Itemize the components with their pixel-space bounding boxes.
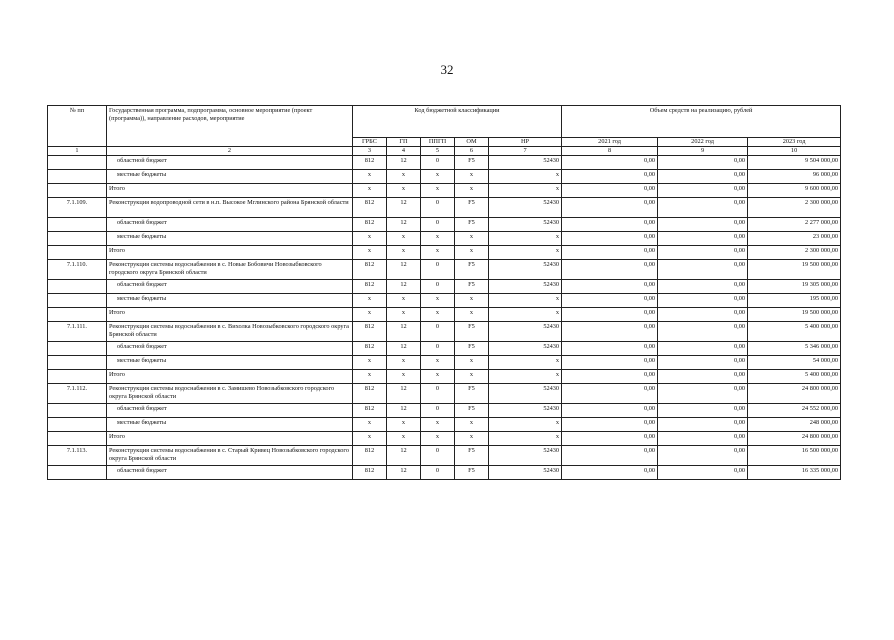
cell-2023: 195 000,00 xyxy=(748,293,841,307)
cell-ppgp: 0 xyxy=(421,465,455,479)
cell-2022: 0,00 xyxy=(658,417,748,431)
cell-grbs: х xyxy=(353,169,387,183)
cell-grbs: х xyxy=(353,417,387,431)
cell-grbs: х xyxy=(353,355,387,369)
cell-ppgp: 0 xyxy=(421,197,455,217)
row-number xyxy=(48,403,107,417)
cell-ppgp: 0 xyxy=(421,155,455,169)
cell-2023: 19 500 000,00 xyxy=(748,307,841,321)
cell-gp: х xyxy=(387,293,421,307)
cell-gp: 12 xyxy=(387,403,421,417)
row-number: 7.1.110. xyxy=(48,259,107,279)
cell-2022: 0,00 xyxy=(658,383,748,403)
cell-gp: 12 xyxy=(387,445,421,465)
cell-2021: 0,00 xyxy=(562,259,658,279)
cell-om: F5 xyxy=(455,197,489,217)
cell-ppgp: 0 xyxy=(421,341,455,355)
cell-2021: 0,00 xyxy=(562,155,658,169)
cell-2021: 0,00 xyxy=(562,183,658,197)
cell-nr: х xyxy=(489,355,562,369)
row-name: областной бюджет xyxy=(107,217,353,231)
cell-gp: 12 xyxy=(387,341,421,355)
cell-grbs: 812 xyxy=(353,197,387,217)
table-row xyxy=(48,155,841,169)
index-cell: 6 xyxy=(455,146,489,155)
cell-2022: 0,00 xyxy=(658,431,748,445)
cell-2021: 0,00 xyxy=(562,217,658,231)
header-index-row xyxy=(48,146,841,155)
cell-grbs: х xyxy=(353,369,387,383)
row-name: Реконструкция системы водоснабжения в с. Вихолка Новозыбковского городского округа Брянской области xyxy=(107,321,353,341)
index-cell: 9 xyxy=(658,146,748,155)
cell-om: х xyxy=(455,183,489,197)
row-number xyxy=(48,417,107,431)
cell-2021: 0,00 xyxy=(562,465,658,479)
cell-nr: 52430 xyxy=(489,403,562,417)
row-number: 7.1.111. xyxy=(48,321,107,341)
row-number xyxy=(48,231,107,245)
cell-ppgp: х xyxy=(421,417,455,431)
cell-nr: 52430 xyxy=(489,465,562,479)
row-number xyxy=(48,355,107,369)
cell-grbs: х xyxy=(353,307,387,321)
cell-2021: 0,00 xyxy=(562,369,658,383)
cell-2021: 0,00 xyxy=(562,231,658,245)
index-cell: 5 xyxy=(421,146,455,155)
cell-om: F5 xyxy=(455,279,489,293)
row-number xyxy=(48,279,107,293)
header-ppgp: ППГП xyxy=(421,138,455,147)
header-code: Код бюджетной классификации xyxy=(353,106,562,138)
cell-2021: 0,00 xyxy=(562,307,658,321)
cell-nr: х xyxy=(489,245,562,259)
table-header xyxy=(48,106,841,156)
row-name: Реконструкция системы водоснабжения в с. Замишево Новозыбковского городского округа Брянской области xyxy=(107,383,353,403)
table-row xyxy=(48,183,841,197)
cell-nr: 52430 xyxy=(489,445,562,465)
row-number xyxy=(48,293,107,307)
table-row xyxy=(48,197,841,217)
row-name: областной бюджет xyxy=(107,403,353,417)
table-row xyxy=(48,465,841,479)
cell-gp: 12 xyxy=(387,155,421,169)
cell-om: х xyxy=(455,231,489,245)
cell-2023: 16 335 000,00 xyxy=(748,465,841,479)
cell-grbs: 812 xyxy=(353,403,387,417)
cell-grbs: 812 xyxy=(353,217,387,231)
cell-gp: 12 xyxy=(387,259,421,279)
cell-2023: 96 000,00 xyxy=(748,169,841,183)
cell-ppgp: 0 xyxy=(421,445,455,465)
index-cell: 4 xyxy=(387,146,421,155)
cell-ppgp: х xyxy=(421,355,455,369)
cell-gp: х xyxy=(387,183,421,197)
cell-grbs: х xyxy=(353,183,387,197)
row-number xyxy=(48,169,107,183)
cell-2022: 0,00 xyxy=(658,341,748,355)
cell-om: х xyxy=(455,355,489,369)
index-cell: 10 xyxy=(748,146,841,155)
cell-2023: 19 500 000,00 xyxy=(748,259,841,279)
row-name: областной бюджет xyxy=(107,465,353,479)
row-name: местные бюджеты xyxy=(107,417,353,431)
row-name: Реконструкция системы водоснабжения в с. Новые Бобовичи Новозыбковского городского округа Брянской области xyxy=(107,259,353,279)
cell-2022: 0,00 xyxy=(658,307,748,321)
cell-2021: 0,00 xyxy=(562,321,658,341)
cell-gp: х xyxy=(387,245,421,259)
header-2021: 2021 год xyxy=(562,138,658,147)
cell-ppgp: 0 xyxy=(421,321,455,341)
header-name: Государственная программа, подпрограмма, основное мероприятие (проект (программа)), направление расходов, мероприятие xyxy=(107,106,353,147)
cell-2023: 24 800 000,00 xyxy=(748,431,841,445)
row-number xyxy=(48,307,107,321)
row-name: местные бюджеты xyxy=(107,231,353,245)
cell-grbs: х xyxy=(353,231,387,245)
row-number xyxy=(48,465,107,479)
cell-nr: х xyxy=(489,183,562,197)
cell-2021: 0,00 xyxy=(562,355,658,369)
cell-nr: х xyxy=(489,369,562,383)
cell-2022: 0,00 xyxy=(658,465,748,479)
cell-gp: 12 xyxy=(387,465,421,479)
row-name: Итого xyxy=(107,307,353,321)
table-row xyxy=(48,321,841,341)
cell-gp: х xyxy=(387,431,421,445)
cell-om: х xyxy=(455,307,489,321)
cell-ppgp: 0 xyxy=(421,259,455,279)
cell-om: х xyxy=(455,245,489,259)
row-number: 7.1.112. xyxy=(48,383,107,403)
cell-2022: 0,00 xyxy=(658,279,748,293)
row-name: Итого xyxy=(107,431,353,445)
table-row xyxy=(48,279,841,293)
cell-ppgp: х xyxy=(421,169,455,183)
cell-nr: х xyxy=(489,231,562,245)
table-row xyxy=(48,307,841,321)
cell-nr: 52430 xyxy=(489,279,562,293)
cell-2021: 0,00 xyxy=(562,293,658,307)
cell-2023: 23 000,00 xyxy=(748,231,841,245)
cell-ppgp: х xyxy=(421,245,455,259)
cell-2021: 0,00 xyxy=(562,417,658,431)
cell-om: F5 xyxy=(455,403,489,417)
cell-gp: х xyxy=(387,231,421,245)
cell-grbs: 812 xyxy=(353,445,387,465)
cell-2022: 0,00 xyxy=(658,197,748,217)
cell-om: F5 xyxy=(455,465,489,479)
cell-2023: 9 600 000,00 xyxy=(748,183,841,197)
row-number xyxy=(48,183,107,197)
table-row xyxy=(48,169,841,183)
cell-om: F5 xyxy=(455,383,489,403)
cell-ppgp: х xyxy=(421,307,455,321)
header-nr: НР xyxy=(489,138,562,147)
row-number xyxy=(48,341,107,355)
cell-om: х xyxy=(455,417,489,431)
cell-ppgp: х xyxy=(421,231,455,245)
cell-2022: 0,00 xyxy=(658,183,748,197)
cell-gp: 12 xyxy=(387,321,421,341)
cell-2022: 0,00 xyxy=(658,355,748,369)
header-2023: 2023 год xyxy=(748,138,841,147)
cell-2023: 24 800 000,00 xyxy=(748,383,841,403)
cell-om: F5 xyxy=(455,217,489,231)
header-num: № пп xyxy=(48,106,107,147)
table-row xyxy=(48,231,841,245)
row-number: 7.1.113. xyxy=(48,445,107,465)
cell-gp: х xyxy=(387,307,421,321)
row-name: областной бюджет xyxy=(107,155,353,169)
row-name: Итого xyxy=(107,369,353,383)
cell-2023: 2 300 000,00 xyxy=(748,197,841,217)
cell-2022: 0,00 xyxy=(658,217,748,231)
cell-2022: 0,00 xyxy=(658,369,748,383)
cell-grbs: 812 xyxy=(353,341,387,355)
table-body xyxy=(48,155,841,479)
page-number: 32 xyxy=(440,62,454,77)
row-name: Итого xyxy=(107,183,353,197)
cell-2021: 0,00 xyxy=(562,245,658,259)
cell-2023: 16 500 000,00 xyxy=(748,445,841,465)
cell-2023: 5 346 000,00 xyxy=(748,341,841,355)
cell-nr: х xyxy=(489,307,562,321)
cell-2021: 0,00 xyxy=(562,169,658,183)
row-number xyxy=(48,369,107,383)
cell-gp: х xyxy=(387,417,421,431)
cell-om: х xyxy=(455,431,489,445)
cell-ppgp: х xyxy=(421,369,455,383)
cell-nr: 52430 xyxy=(489,155,562,169)
table-row xyxy=(48,445,841,465)
cell-om: х xyxy=(455,293,489,307)
cell-2023: 248 000,00 xyxy=(748,417,841,431)
table-row xyxy=(48,293,841,307)
cell-grbs: х xyxy=(353,431,387,445)
cell-2021: 0,00 xyxy=(562,197,658,217)
cell-grbs: 812 xyxy=(353,279,387,293)
cell-om: х xyxy=(455,169,489,183)
table-row xyxy=(48,431,841,445)
cell-nr: х xyxy=(489,169,562,183)
table-row xyxy=(48,341,841,355)
cell-2023: 19 305 000,00 xyxy=(748,279,841,293)
index-cell: 8 xyxy=(562,146,658,155)
table-row xyxy=(48,245,841,259)
table-row xyxy=(48,417,841,431)
row-name: областной бюджет xyxy=(107,279,353,293)
header-grbs: ГРБС xyxy=(353,138,387,147)
cell-grbs: 812 xyxy=(353,465,387,479)
cell-grbs: 812 xyxy=(353,383,387,403)
cell-gp: 12 xyxy=(387,383,421,403)
cell-2022: 0,00 xyxy=(658,403,748,417)
index-cell: 3 xyxy=(353,146,387,155)
cell-gp: 12 xyxy=(387,217,421,231)
table-row xyxy=(48,403,841,417)
cell-2022: 0,00 xyxy=(658,259,748,279)
cell-om: F5 xyxy=(455,259,489,279)
cell-2022: 0,00 xyxy=(658,445,748,465)
cell-nr: х xyxy=(489,293,562,307)
row-name: местные бюджеты xyxy=(107,355,353,369)
cell-grbs: х xyxy=(353,245,387,259)
cell-2021: 0,00 xyxy=(562,341,658,355)
cell-nr: х xyxy=(489,431,562,445)
cell-2021: 0,00 xyxy=(562,403,658,417)
cell-nr: х xyxy=(489,417,562,431)
row-number xyxy=(48,217,107,231)
cell-grbs: 812 xyxy=(353,321,387,341)
header-volume: Объем средств на реализацию, рублей xyxy=(562,106,841,138)
row-name: Реконструкция системы водоснабжения в с. Старый Кривец Новозыбковского городского округа Брянской области xyxy=(107,445,353,465)
row-number xyxy=(48,155,107,169)
cell-om: F5 xyxy=(455,155,489,169)
cell-grbs: 812 xyxy=(353,259,387,279)
cell-ppgp: 0 xyxy=(421,403,455,417)
row-name: местные бюджеты xyxy=(107,169,353,183)
cell-2022: 0,00 xyxy=(658,321,748,341)
row-name: областной бюджет xyxy=(107,341,353,355)
row-number xyxy=(48,245,107,259)
index-cell: 1 xyxy=(48,146,107,155)
cell-nr: 52430 xyxy=(489,321,562,341)
cell-gp: х xyxy=(387,355,421,369)
cell-2021: 0,00 xyxy=(562,431,658,445)
cell-nr: 52430 xyxy=(489,259,562,279)
cell-gp: х xyxy=(387,169,421,183)
cell-ppgp: 0 xyxy=(421,279,455,293)
cell-2022: 0,00 xyxy=(658,169,748,183)
cell-gp: х xyxy=(387,369,421,383)
cell-om: F5 xyxy=(455,445,489,465)
cell-2023: 5 400 000,00 xyxy=(748,369,841,383)
cell-2023: 54 000,00 xyxy=(748,355,841,369)
cell-om: F5 xyxy=(455,341,489,355)
row-name: Итого xyxy=(107,245,353,259)
budget-table xyxy=(47,105,841,480)
index-cell: 7 xyxy=(489,146,562,155)
cell-2022: 0,00 xyxy=(658,155,748,169)
table-row xyxy=(48,217,841,231)
cell-nr: 52430 xyxy=(489,217,562,231)
cell-gp: 12 xyxy=(387,279,421,293)
header-2022: 2022 год xyxy=(658,138,748,147)
cell-2021: 0,00 xyxy=(562,383,658,403)
index-cell: 2 xyxy=(107,146,353,155)
row-number xyxy=(48,431,107,445)
cell-om: F5 xyxy=(455,321,489,341)
cell-2023: 24 552 000,00 xyxy=(748,403,841,417)
cell-nr: 52430 xyxy=(489,383,562,403)
cell-2021: 0,00 xyxy=(562,279,658,293)
cell-gp: 12 xyxy=(387,197,421,217)
cell-2022: 0,00 xyxy=(658,231,748,245)
table-row xyxy=(48,383,841,403)
cell-ppgp: х xyxy=(421,183,455,197)
header-gp: ГП xyxy=(387,138,421,147)
cell-ppgp: х xyxy=(421,431,455,445)
cell-grbs: 812 xyxy=(353,155,387,169)
cell-2021: 0,00 xyxy=(562,445,658,465)
table-row xyxy=(48,259,841,279)
cell-ppgp: х xyxy=(421,293,455,307)
cell-2023: 5 400 000,00 xyxy=(748,321,841,341)
header-om: ОМ xyxy=(455,138,489,147)
cell-2023: 2 277 000,00 xyxy=(748,217,841,231)
cell-nr: 52430 xyxy=(489,197,562,217)
table-row xyxy=(48,369,841,383)
cell-2023: 9 504 000,00 xyxy=(748,155,841,169)
cell-2022: 0,00 xyxy=(658,245,748,259)
cell-ppgp: 0 xyxy=(421,383,455,403)
cell-nr: 52430 xyxy=(489,341,562,355)
row-number: 7.1.109. xyxy=(48,197,107,217)
row-name: Реконструкция водопроводной сети в н.п. Высокое Мглинского района Брянской области xyxy=(107,197,353,217)
cell-2022: 0,00 xyxy=(658,293,748,307)
cell-2023: 2 300 000,00 xyxy=(748,245,841,259)
cell-grbs: х xyxy=(353,293,387,307)
table-row xyxy=(48,355,841,369)
cell-om: х xyxy=(455,369,489,383)
cell-ppgp: 0 xyxy=(421,217,455,231)
row-name: местные бюджеты xyxy=(107,293,353,307)
